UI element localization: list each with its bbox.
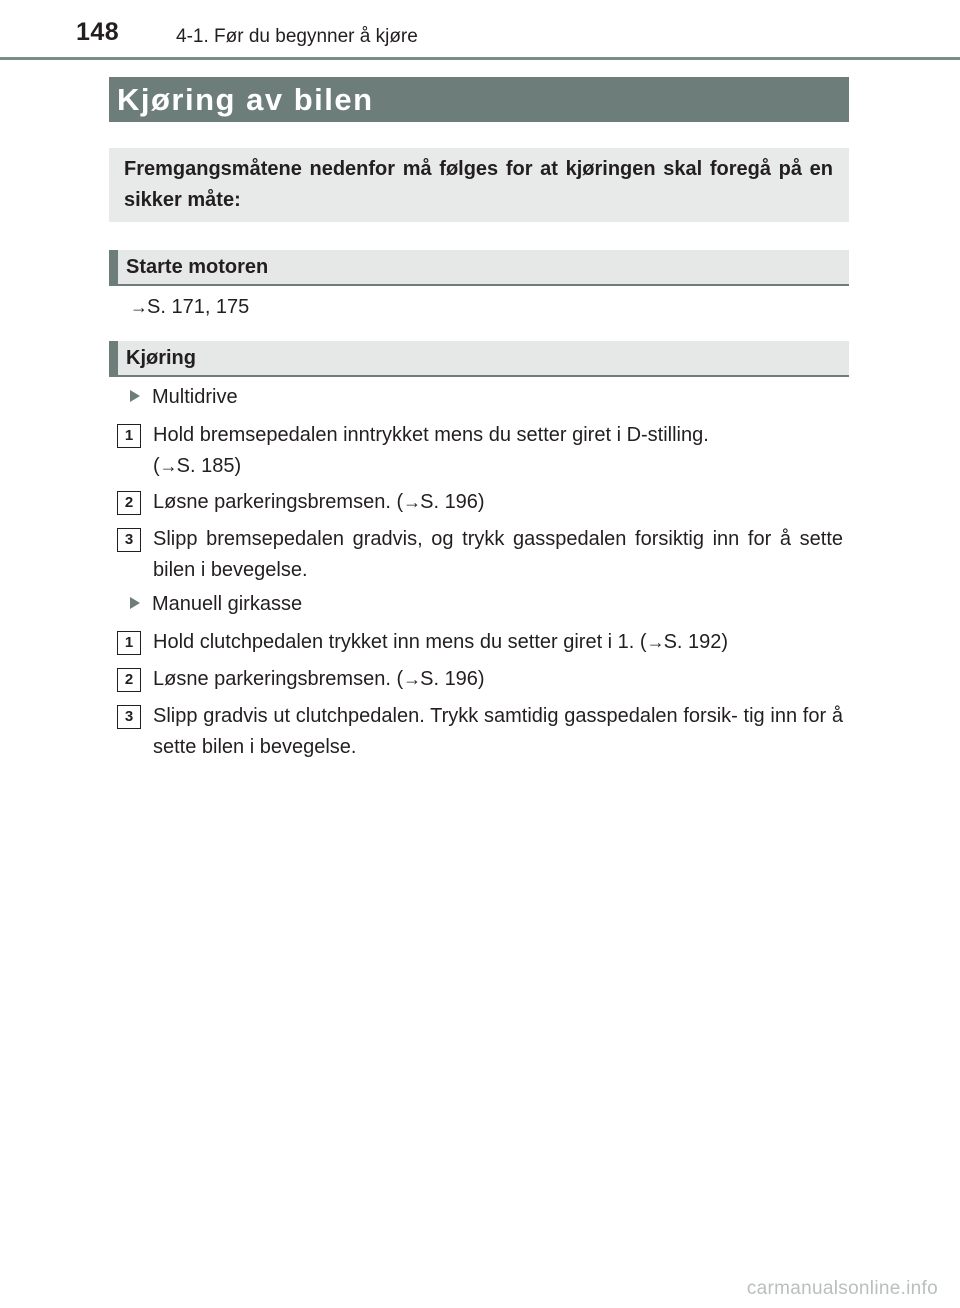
page-reference[interactable]: S. 185)	[176, 455, 242, 477]
step-text: Slipp gradvis ut clutchpedalen. Trykk samtidig gasspedalen forsik- tig inn for å sette bilen i bevegelse.	[153, 705, 843, 758]
page-reference[interactable]: S. 192)	[663, 631, 729, 653]
step-text	[153, 627, 843, 658]
bullet-multidrive	[130, 386, 238, 409]
bullet-label: Manuell girkasse	[152, 593, 303, 615]
page-reference[interactable]: S. 196)	[420, 668, 485, 690]
triangle-bullet-icon	[130, 597, 140, 609]
title-bar	[109, 77, 849, 122]
step-number: 2	[117, 668, 141, 692]
step-text	[153, 487, 843, 518]
step-number: 1	[117, 631, 141, 655]
page-reference[interactable]: S. 171, 175	[147, 296, 250, 318]
bullet-manual-gearbox	[130, 593, 302, 616]
page-number: 148	[76, 18, 120, 46]
header-rule	[0, 57, 960, 60]
subhead-start-engine	[109, 250, 849, 286]
paren: (	[153, 455, 160, 477]
subhead-label: Starte motoren	[126, 256, 269, 278]
intro-text: Fremgangsmåtene nedenfor må følges for at kjøringen skal foregå på en sikker måte:	[124, 158, 833, 211]
subhead-driving	[109, 341, 849, 377]
step-text-main: Hold clutchpedalen trykket inn mens du setter giret i 1. (	[153, 631, 647, 653]
page-title: Kjøring av bilen	[117, 82, 374, 117]
step-text-main: Hold bremsepedalen inntrykket mens du setter giret i D-stilling.	[153, 424, 709, 446]
step-text-main: Løsne parkeringsbremsen. (	[153, 491, 404, 513]
step-text	[153, 664, 843, 695]
step-number: 3	[117, 705, 141, 729]
arrow-icon: →	[130, 297, 146, 317]
subhead-accent-bar	[109, 341, 118, 377]
arrow-icon: →	[646, 632, 663, 652]
step-text: Slipp bremsepedalen gradvis, og trykk gasspedalen forsiktig inn for å sette bilen i bevegelse.	[153, 528, 843, 581]
step-text	[153, 420, 843, 482]
step-number: 3	[117, 528, 141, 552]
triangle-bullet-icon	[130, 390, 140, 402]
section-label: 4-1. Før du begynner å kjøre	[176, 26, 418, 47]
arrow-icon: →	[403, 669, 420, 689]
bullet-label: Multidrive	[152, 386, 238, 408]
step-number: 1	[117, 424, 141, 448]
step-number: 2	[117, 491, 141, 515]
arrow-icon: →	[403, 492, 420, 512]
page-reference[interactable]: S. 196)	[420, 491, 485, 513]
arrow-icon: →	[159, 456, 176, 476]
step-text-main: Løsne parkeringsbremsen. (	[153, 668, 404, 690]
watermark: carmanualsonline.info	[746, 1278, 938, 1299]
start-xref	[130, 296, 249, 319]
subhead-accent-bar	[109, 250, 118, 286]
intro-box	[109, 148, 849, 222]
subhead-label: Kjøring	[126, 347, 196, 369]
